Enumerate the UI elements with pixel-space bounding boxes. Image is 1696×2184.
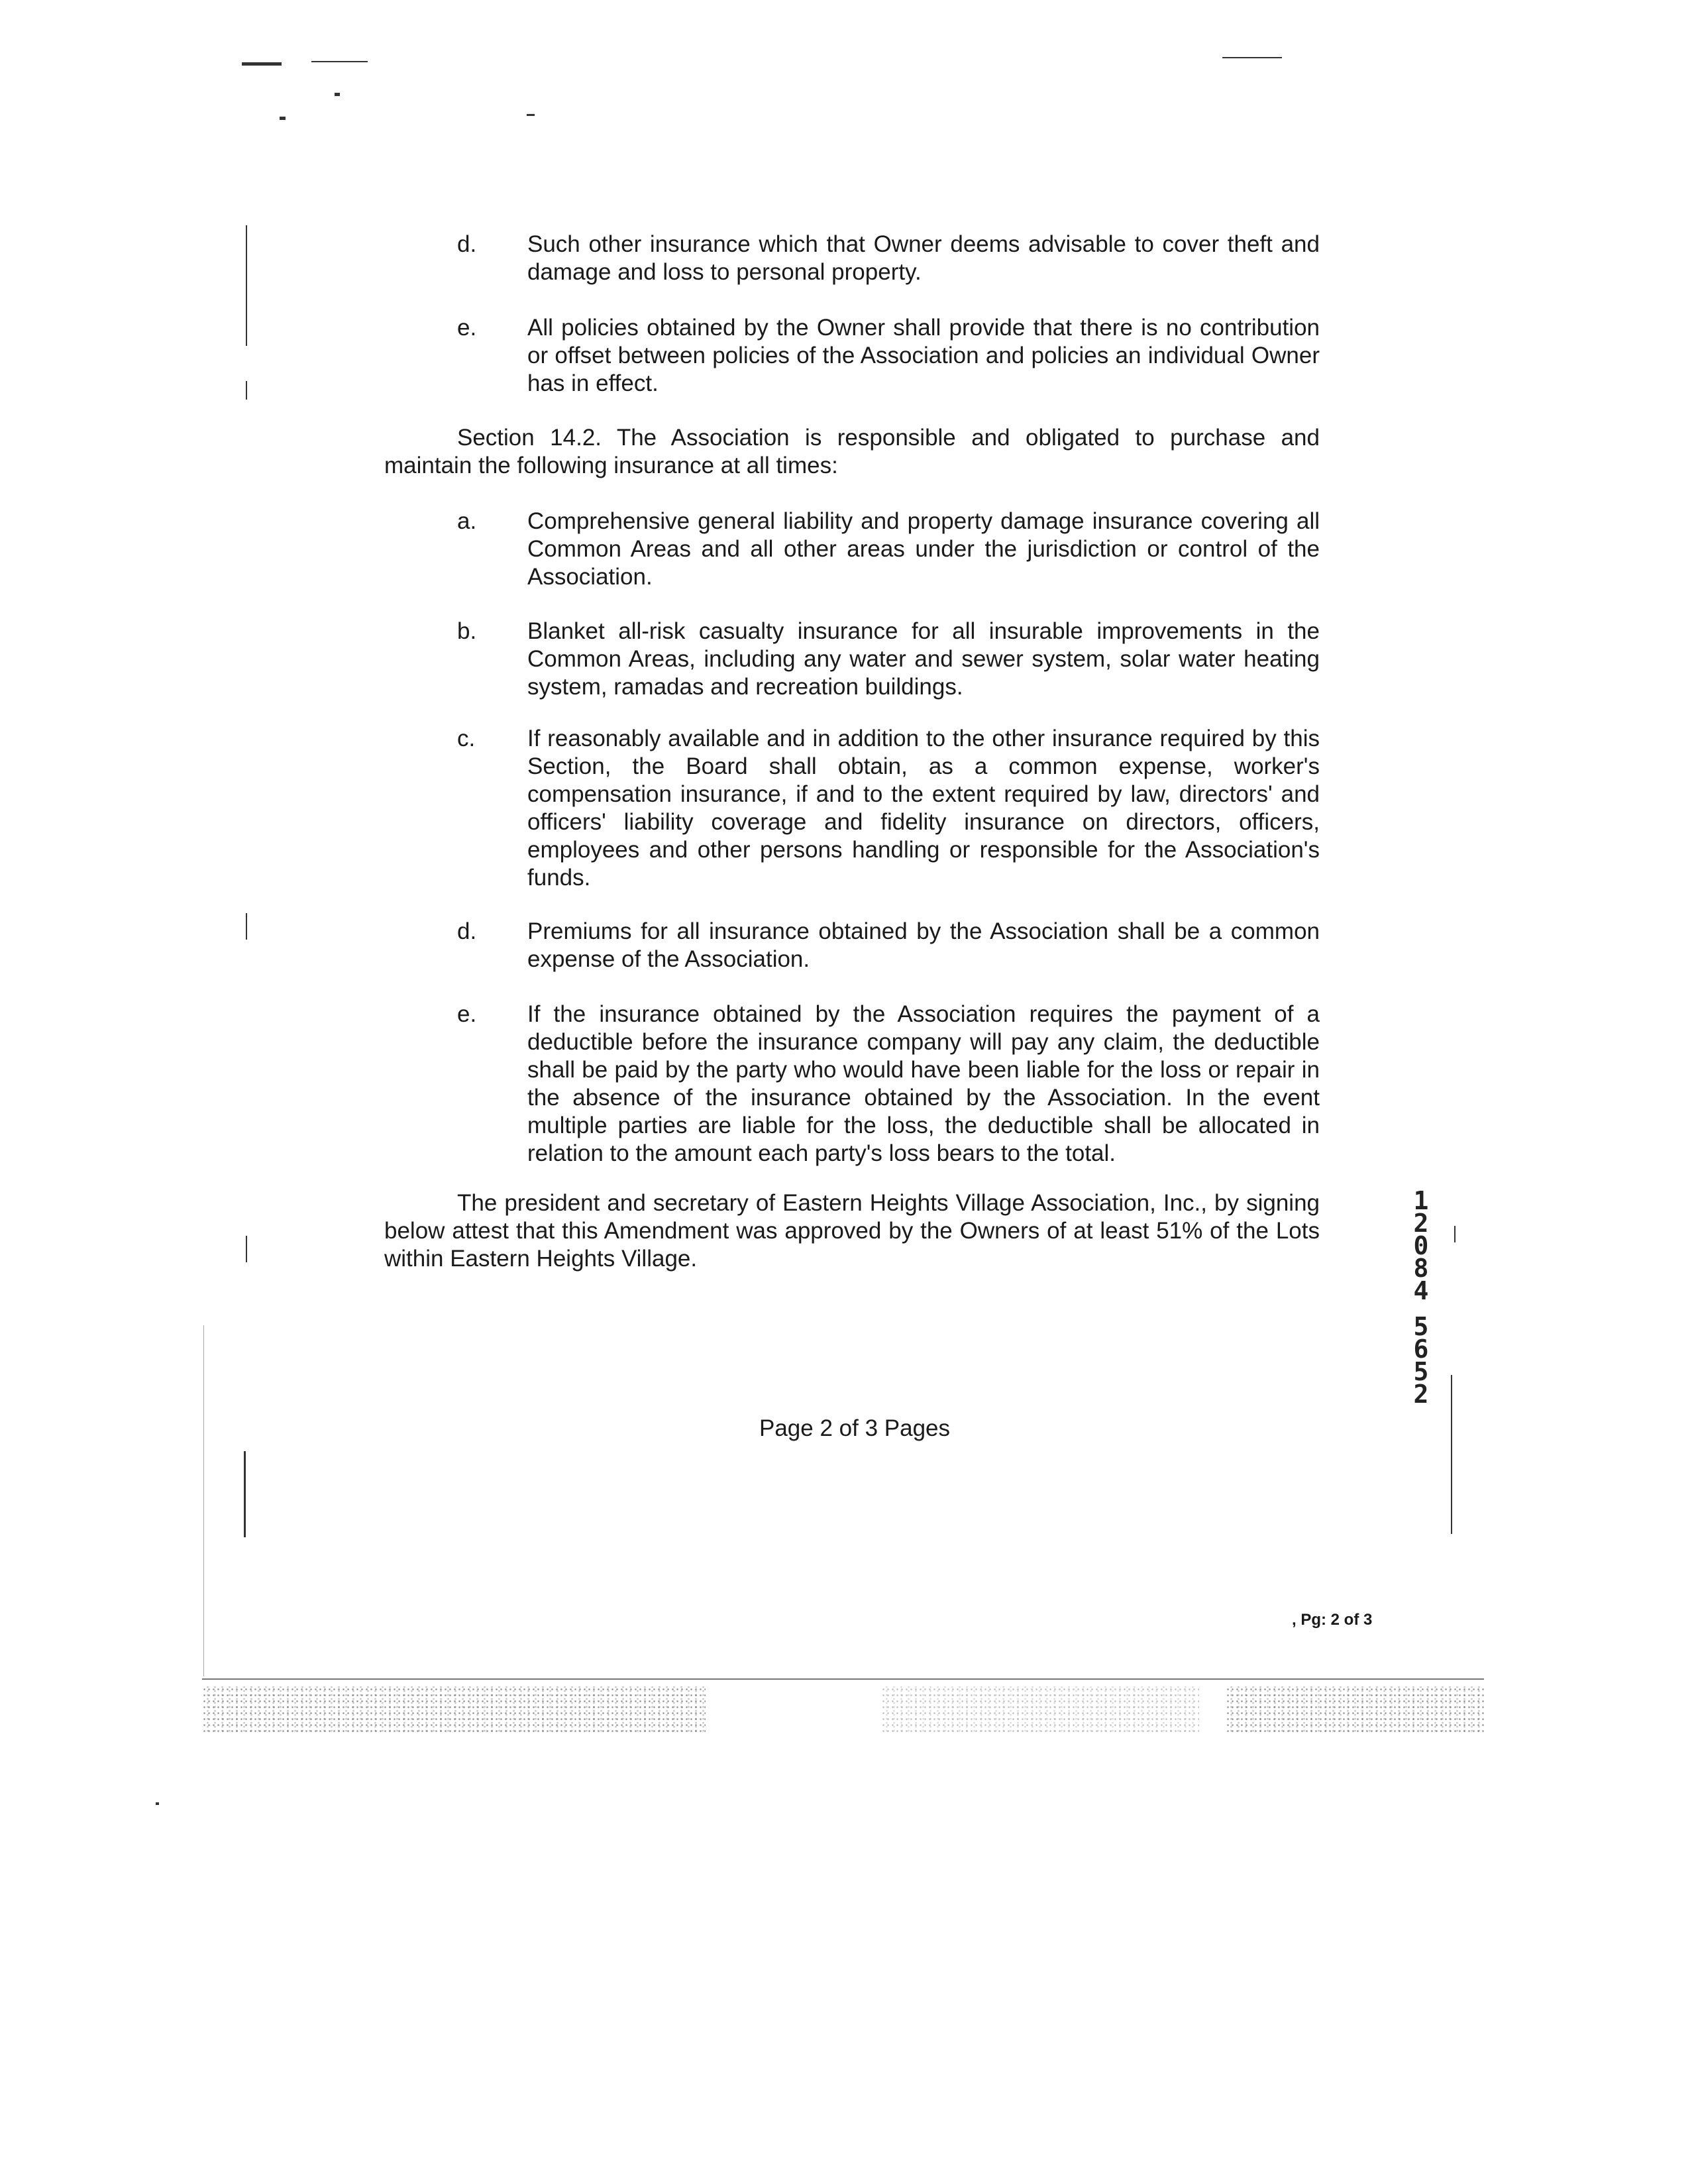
margin-line-right-1: [1451, 1375, 1452, 1534]
item-text: If reasonably available and in addition to the other insurance required by this Section, the Board shall obtain, as a common expense, worker's compensation insurance, if and to the extent required by law, directors' and officers' liability coverage and fidelity insurance on directors, officers, employees and other persons handling or responsible for the Association's funds.: [527, 726, 1320, 891]
item-text: Premiums for all insurance obtained by the Association shall be a common expense of the Association.: [527, 918, 1320, 972]
item-letter: b.: [457, 618, 477, 644]
item-letter: a.: [457, 508, 477, 534]
item-text: All policies obtained by the Owner shall provide that there is no contribution or offset between policies of the Association and policies an individual Owner has in effect.: [527, 315, 1320, 396]
scan-artifact-top-left: [242, 62, 282, 66]
scan-noise-band: [1226, 1686, 1484, 1733]
scan-artifact-dot-1: [335, 93, 340, 96]
recording-digit: 5: [1413, 1312, 1429, 1341]
recording-digit: 8: [1413, 1254, 1429, 1283]
scan-noise-band: [881, 1686, 1199, 1733]
scan-artifact-dot-3: [527, 114, 535, 116]
scan-artifact-top-left-line: [311, 61, 368, 62]
attestation-paragraph: The president and secretary of Eastern Heights Village Association, Inc., by signing below attest that this Amendment was approved by the Owners of at least 51% of the Lots within Eastern Heights Village.: [384, 1190, 1320, 1272]
recording-digit: 2: [1413, 1380, 1429, 1409]
page-number: Page 2 of 3 Pages: [759, 1415, 950, 1441]
margin-line-left-2: [246, 381, 247, 400]
recording-number: [1404, 1186, 1438, 1409]
item-letter: c.: [457, 726, 476, 751]
margin-line-right-2: [1454, 1226, 1456, 1242]
section-14-2-intro: Section 14.2. The Association is responsible and obligated to purchase and maintain the following insurance at all times:: [384, 425, 1320, 478]
item-text: Such other insurance which that Owner deems advisable to cover theft and damage and loss to personal property.: [527, 231, 1320, 285]
item-text: If the insurance obtained by the Association requires the payment of a deductible before the insurance company will pay any claim, the deductible shall be paid by the party who would have been liable for the loss or repair in the absence of the insurance obtained by the Association. In the event multiple parties are liable for the loss, the deductible shall be allocated in relation to the amount each party's loss bears to the total.: [527, 1001, 1320, 1166]
bottom-rule: [202, 1678, 1484, 1680]
item-letter: d.: [457, 231, 477, 257]
item-letter: d.: [457, 918, 477, 944]
scan-noise-band: [202, 1686, 706, 1733]
scan-artifact-dot-4: [156, 1802, 159, 1805]
margin-line-left-3: [246, 913, 247, 940]
item-text: Comprehensive general liability and property damage insurance covering all Common Areas and all other areas under the jurisdiction or control of the Association.: [527, 508, 1320, 590]
recording-digit: 0: [1413, 1231, 1429, 1260]
recording-digit: 2: [1413, 1209, 1429, 1238]
scan-artifact-dot-2: [280, 117, 286, 120]
recording-digit: 1: [1413, 1186, 1429, 1215]
recording-digit: 6: [1413, 1335, 1429, 1364]
margin-line-left-6: [203, 1325, 204, 1676]
margin-line-left-1: [246, 225, 247, 346]
recording-digit: 4: [1413, 1276, 1429, 1305]
item-text: Blanket all-risk casualty insurance for all insurable improvements in the Common Areas, including any water and sewer system, solar water heating system, ramadas and recreation buildings.: [527, 618, 1320, 700]
item-letter: e.: [457, 1001, 477, 1027]
scan-artifact-top-right: [1222, 57, 1282, 58]
recording-digit: 5: [1413, 1357, 1429, 1386]
margin-line-left-5: [244, 1451, 246, 1537]
pg-stamp: , Pg: 2 of 3: [1292, 1611, 1373, 1629]
item-letter: e.: [457, 315, 477, 341]
margin-line-left-4: [246, 1236, 247, 1262]
